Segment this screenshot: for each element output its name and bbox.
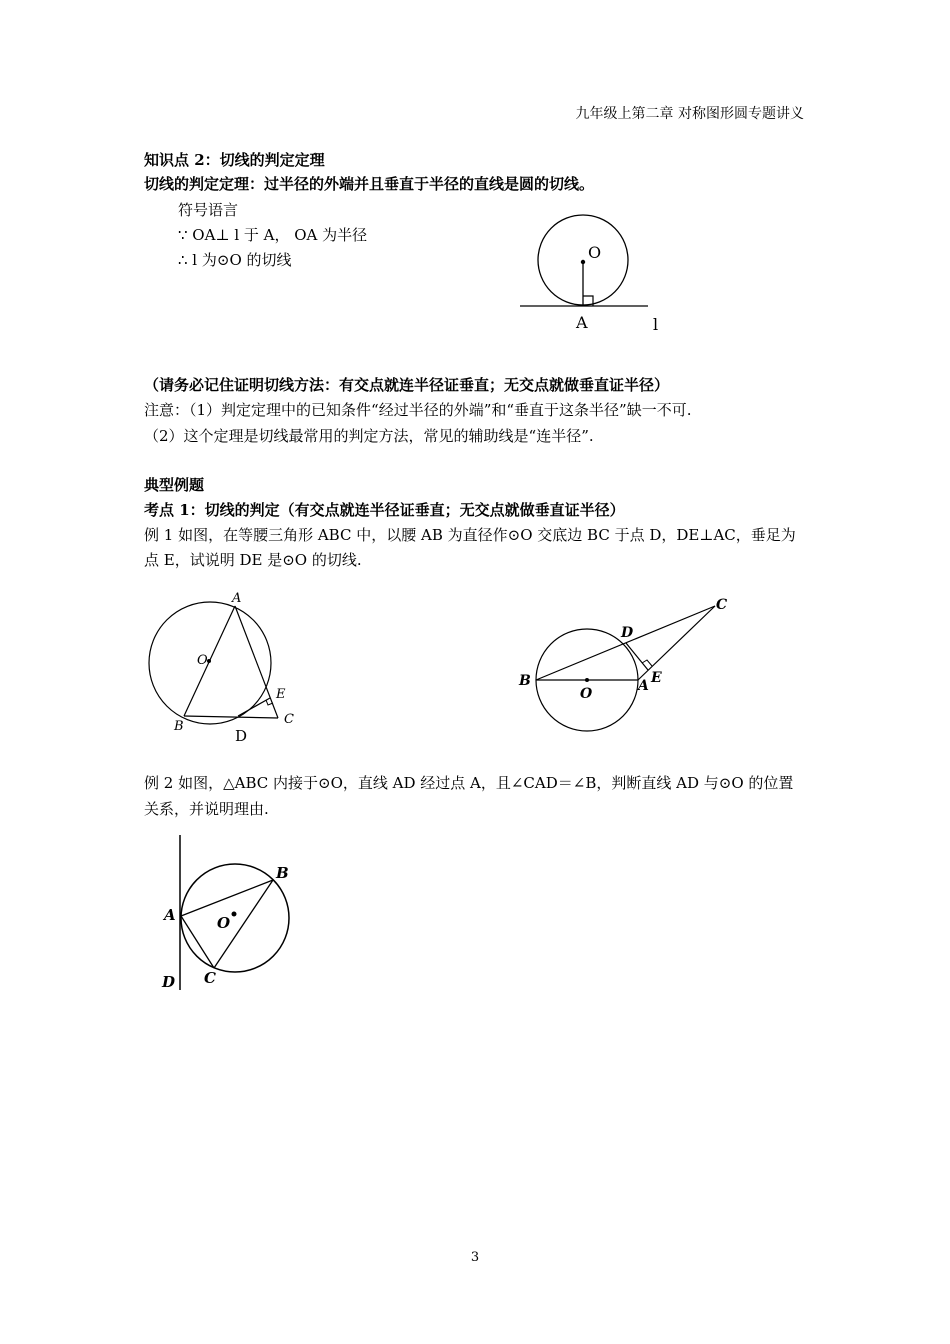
side-ab xyxy=(181,880,273,916)
label-a: A xyxy=(576,313,588,332)
symbol-condition: ∵ OA⊥ l 于 A， OA 为半径 xyxy=(178,226,368,244)
label-o: O xyxy=(197,653,208,668)
label-c: C xyxy=(284,712,294,727)
label-b: B xyxy=(276,864,289,882)
center-point xyxy=(585,678,589,682)
exam-point-1: 考点 1：切线的判定（有交点就连半径证垂直；无交点就做垂直证半径） xyxy=(144,501,625,519)
section-heading: 知识点 2：切线的判定定理 xyxy=(144,151,325,169)
example-1-text-line1: 例 1 如图，在等腰三角形 ABC 中，以腰 AB 为直径作⊙O 交底边 BC 于点 D，DE⊥AC，垂足为 xyxy=(144,526,796,544)
example-2-text-line2: 关系，并说明理由. xyxy=(144,800,269,818)
segment-de xyxy=(238,698,270,716)
note-2: （2）这个定理是切线最常用的判定方法，常见的辅助线是“连半径”. xyxy=(144,427,594,445)
symbol-conclusion: ∴ l 为⊙O 的切线 xyxy=(178,251,292,269)
page-number: 3 xyxy=(470,1250,480,1265)
tangent-theorem-figure xyxy=(515,210,675,340)
circle-o xyxy=(149,602,271,724)
label-d: D xyxy=(621,625,634,641)
theorem-statement: 切线的判定定理：过半径的外端并且垂直于半径的直线是圆的切线。 xyxy=(144,175,595,193)
note-1: 注意：（1）判定定理中的已知条件“经过半径的外端”和“垂直于这条半径”缺一不可. xyxy=(144,401,692,419)
label-o: O xyxy=(580,686,593,702)
label-c: C xyxy=(716,597,728,613)
label-a: A xyxy=(232,591,242,606)
label-l: l xyxy=(653,315,659,334)
center-point xyxy=(232,912,237,917)
label-e: E xyxy=(276,687,286,702)
symbol-language-title: 符号语言 xyxy=(178,201,239,219)
example-2-figure xyxy=(155,830,305,995)
label-a: A xyxy=(638,678,649,694)
method-tip: （请务必记住证明切线方法：有交点就连半径证垂直；无交点就做垂直证半径） xyxy=(144,376,670,394)
example-1-text-line2: 点 E，试说明 DE 是⊙O 的切线. xyxy=(144,551,362,569)
example-2-text-line1: 例 2 如图，△ABC 内接于⊙O，直线 AD 经过点 A，且∠CAD＝∠B，判断直线 AD 与⊙O 的位置 xyxy=(144,774,794,792)
center-point xyxy=(581,260,585,264)
segment-ac xyxy=(638,606,715,680)
examples-heading: 典型例题 xyxy=(144,476,205,494)
label-b: B xyxy=(174,719,184,734)
label-d: D xyxy=(162,973,176,991)
page-header: 九年级上第二章 对称图形圆专题讲义 xyxy=(575,106,804,122)
label-o: O xyxy=(217,914,231,932)
label-c: C xyxy=(204,969,216,987)
label-b: B xyxy=(519,673,531,689)
example-1-figure-right xyxy=(515,592,735,742)
segment-de xyxy=(626,643,648,670)
base-bc xyxy=(184,716,278,718)
label-a: A xyxy=(164,906,176,924)
label-o: O xyxy=(588,243,602,262)
label-d: D xyxy=(235,727,248,745)
label-e: E xyxy=(651,670,662,686)
example-1-figure-left xyxy=(140,588,310,748)
segment-bc xyxy=(536,606,715,680)
